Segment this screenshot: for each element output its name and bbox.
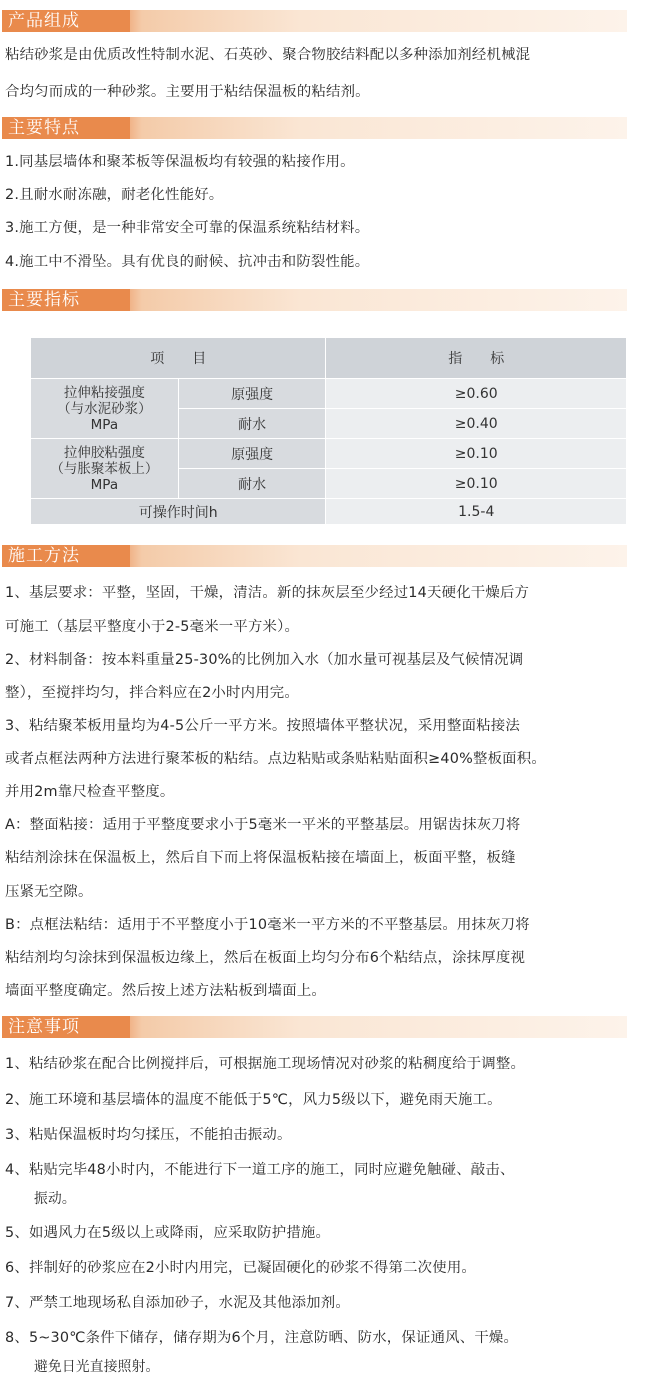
feature-line: 2.且耐水耐冻融，耐老化性能好。: [5, 187, 224, 203]
section-header-features: [2, 117, 627, 139]
section-title: 主要指标: [2, 289, 130, 311]
method-line: 1、基层要求：平整，坚固，干燥，清洁。新的抹灰层至少经过14天硬化干燥后方: [5, 585, 530, 601]
method-line: 压紧无空隙。: [5, 884, 93, 900]
method-line: 并用2m靠尺检查平整度。: [5, 784, 175, 800]
group-label-line: 拉伸胶粘强度: [63, 444, 145, 461]
method-line: 粘结剂均匀涂抹到保温板边缘上，然后在板面上均匀分布6个粘结点，涂抹厚度视: [5, 950, 526, 966]
method-line: 整），至搅拌均匀，拌合料应在2小时内用完。: [5, 685, 299, 701]
section-header-construction: [2, 545, 627, 567]
method-line: 3、粘结聚苯板用量均为4-5公斤一平方米。按照墙体平整状况，采用整面粘接法: [5, 718, 520, 734]
note-line: 8、5~30℃条件下储存，储存期为6个月，注意防晒、防水，保证通风、干燥。: [5, 1330, 519, 1346]
table-cell-label: 可操作时间h: [31, 499, 326, 525]
note-line: 避免日光直接照射。: [34, 1359, 160, 1375]
note-line: 1、粘结砂浆在配合比例搅拌后，可根据施工现场情况对砂浆的粘稠度给于调整。: [5, 1056, 526, 1072]
note-line: 6、拌制好的砂浆应在2小时内用完，已凝固硬化的砂浆不得第二次使用。: [5, 1260, 477, 1276]
group-label-line: （与胀聚苯板上）: [50, 460, 159, 477]
method-line: 或者点框法两种方法进行聚苯板的粘结。点边粘贴或条贴粘贴面积≥40%整板面积。: [5, 751, 546, 767]
method-line: 粘结剂涂抹在保温板上，然后自下而上将保温板粘接在墙面上，板面平整，板缝: [5, 850, 516, 866]
table-cell-sub: 耐水: [178, 409, 326, 439]
group-label-line: （与水泥砂浆）: [57, 400, 152, 417]
table-group-label: [31, 439, 179, 499]
table-cell-sub: 耐水: [178, 469, 326, 499]
method-line: 墙面平整度确定。然后按上述方法粘板到墙面上。: [5, 983, 326, 999]
method-line: 2、材料制备：按本料重量25-30%的比例加入水（加水量可视基层及气候情况调: [5, 652, 524, 668]
feature-line: 3.施工方便，是一种非常安全可靠的保温系统粘结材料。: [5, 220, 370, 236]
method-line: 可施工（基层平整度小于2-5毫米一平方米）。: [5, 619, 300, 635]
feature-line: 4.施工中不滑坠。具有优良的耐候、抗冲击和防裂性能。: [5, 254, 370, 270]
note-line: 3、粘贴保温板时均匀揉压，不能拍击振动。: [5, 1127, 292, 1143]
group-label-line: MPa: [90, 416, 119, 433]
paragraph-line: 合均匀而成的一种砂浆。主要用于粘结保温板的粘结剂。: [5, 84, 370, 100]
section-header-composition: [2, 10, 627, 32]
section-title: 注意事项: [2, 1016, 130, 1038]
paragraph-line: 粘结砂浆是由优质改性特制水泥、石英砂、聚合物胶结料配以多种添加剂经机械混: [5, 47, 531, 63]
note-line: 5、如遇风力在5级以上或降雨，应采取防护措施。: [5, 1225, 331, 1241]
table-cell-value: ≥0.40: [326, 409, 627, 439]
table-cell-value: 1.5-4: [326, 499, 627, 525]
note-line: 2、施工环境和基层墙体的温度不能低于5℃，风力5级以下，避免雨天施工。: [5, 1092, 502, 1108]
table-header-value: 指 标: [326, 338, 627, 379]
note-line: 4、粘贴完毕48小时内，不能进行下一道工序的施工，同时应避免触碰、敲击、: [5, 1162, 515, 1178]
table-cell-value: ≥0.10: [326, 439, 627, 469]
note-line: 振动。: [34, 1191, 76, 1207]
section-header-specs: [2, 289, 627, 311]
table-group-label: [31, 379, 179, 439]
method-line: A：整面粘接：适用于平整度要求小于5毫米一平米的平整基层。用锯齿抹灰刀将: [5, 817, 521, 833]
note-line: 7、严禁工地现场私自添加砂子，水泥及其他添加剂。: [5, 1295, 350, 1311]
section-header-notes: [2, 1016, 627, 1038]
table-cell-sub: 原强度: [178, 379, 326, 409]
section-title: 主要特点: [2, 117, 130, 139]
section-title: 施工方法: [2, 545, 130, 567]
group-label-line: 拉伸粘接强度: [63, 384, 145, 401]
table-header-item: 项 目: [31, 338, 326, 379]
group-label-line: MPa: [90, 476, 119, 493]
feature-line: 1.同基层墙体和聚苯板等保温板均有较强的粘接作用。: [5, 154, 355, 170]
section-title: 产品组成: [2, 10, 130, 32]
table-cell-value: ≥0.60: [326, 379, 627, 409]
method-line: B：点框法粘结：适用于不平整度小于10毫米一平方米的不平整基层。用抹灰刀将: [5, 917, 530, 933]
spec-table: [30, 337, 627, 525]
table-cell-sub: 原强度: [178, 439, 326, 469]
table-cell-value: ≥0.10: [326, 469, 627, 499]
